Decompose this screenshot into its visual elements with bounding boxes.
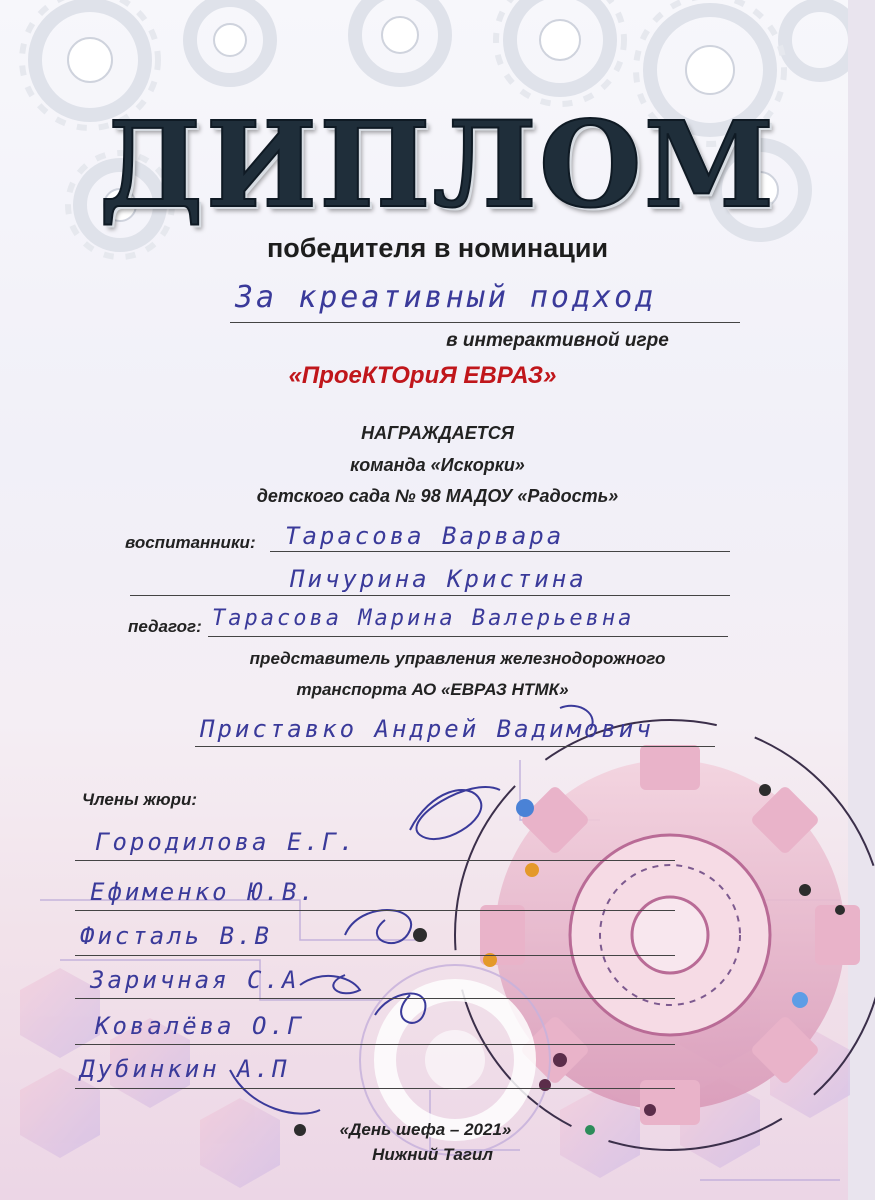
representative-line [195,746,715,747]
teacher-name: Тарасова Марина Валерьевна [212,606,635,631]
kindergarten-text: детского сада № 98 МАДОУ «Радость» [256,486,619,506]
jury-line-1 [75,860,675,861]
nomination-handwritten: За креативный подход [235,280,657,315]
jury-member-4: Заричная С.А [90,966,300,994]
representative-name: Приставко Андрей Вадимович [200,715,654,743]
jury-member-1: Городилова Е.Г. [95,828,357,856]
jury-line-3 [75,955,675,956]
jury-line-5 [75,1044,675,1045]
diploma-subtitle: победителя в номинации [266,233,609,263]
jury-member-3: Фисталь В.В [80,922,272,950]
jury-line-4 [75,998,675,999]
awarded-text: НАГРАЖДАЕТСЯ [361,423,514,443]
pupil-name-2: Пичурина Кристина [290,565,587,593]
jury-member-5: Ковалёва О.Г [95,1012,305,1040]
representative-line-1: представитель управления железнодорожного [249,649,666,668]
jury-label: Члены жюри: [82,790,197,809]
jury-line-2 [75,910,675,911]
pupil-name-1: Тарасова Варвара [285,522,565,550]
teacher-line [208,636,728,637]
interactive-game-text: в интерактивной игре [446,330,669,351]
team-text: команда «Искорки» [350,455,525,475]
nomination-underline [230,322,740,323]
teacher-label: педагог: [128,617,202,636]
game-name: «ПроеКТОриЯ ЕВРАЗ» [288,362,557,389]
pupil-line-1 [270,551,730,552]
pupil-line-2 [130,595,730,596]
diploma-title: ДИПЛОМ [98,95,777,234]
representative-line-2: транспорта АО «ЕВРАЗ НТМК» [296,680,569,699]
jury-member-6: Дубинкин А.П [80,1055,290,1083]
footer-event: «День шефа – 2021» [339,1120,512,1139]
jury-member-2: Ефименко Ю.В. [90,878,317,906]
pupils-label: воспитанники: [125,533,256,552]
footer-city: Нижний Тагил [372,1145,493,1164]
jury-line-6 [75,1088,675,1089]
